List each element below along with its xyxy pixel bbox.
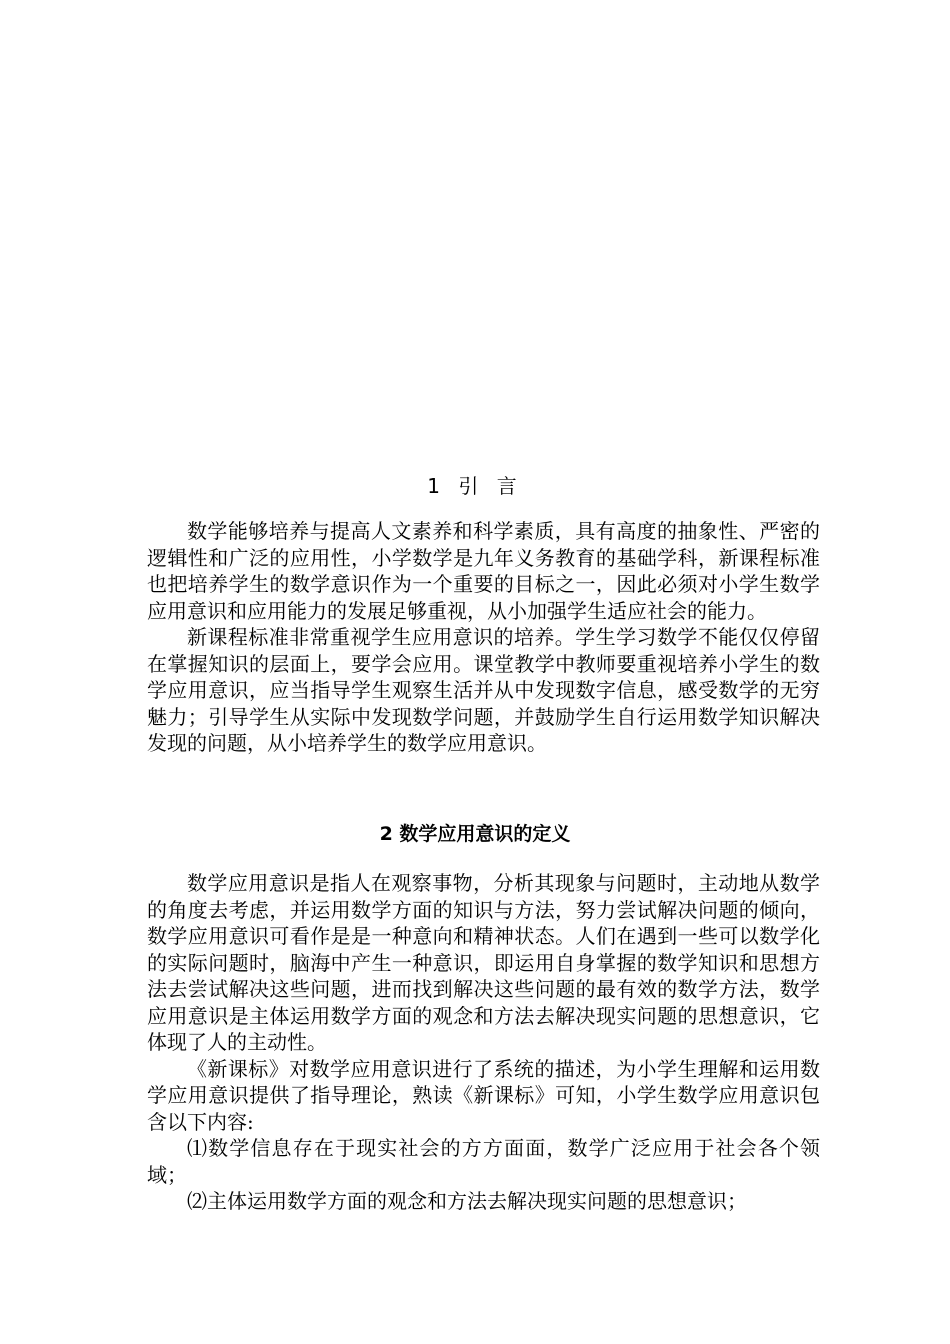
section-1-heading: 1 引 言: [427, 474, 523, 498]
section-1-body: [147, 518, 820, 757]
list-item: ⑵主体运用数学方面的观念和方法去解决现实问题的思想意识；: [187, 1189, 747, 1213]
section-2-heading: 2 数学应用意识的定义: [379, 823, 571, 845]
paragraph: 数学应用意识是指人在观察事物，分析其现象与问题时，主动地从数学的角度去考虑，并运用数学方面的知识与方法，努力尝试解决问题的倾向，数学应用意识可看作是是一种意向和精神状态。人们在遇到一些可以数学化的实际问题时，脑海中产生一种意识，即运用自身掌握的数学知识和思想方法去尝试解决这些问题，进而找到解决这些问题的最有效的数学方法，数学应用意识是主体运用数学方面的观念和方法去解决现实问题的思想意识，它体现了人的主动性。: [147, 871, 820, 1054]
paragraph: 《新课标》对数学应用意识进行了系统的描述，为小学生理解和运用数学应用意识提供了指导理论，熟读《新课标》可知，小学生数学应用意识包含以下内容:: [147, 1056, 820, 1134]
list-item: ⑴数学信息存在于现实社会的方方面面，数学广泛应用于社会各个领域；: [147, 1136, 820, 1187]
paragraph: 数学能够培养与提高人文素养和科学素质，具有高度的抽象性、严密的逻辑性和广泛的应用性，小学数学是九年义务教育的基础学科，新课程标准也把培养学生的数学意识作为一个重要的目标之一，因此必须对小学生数学应用意识和应用能力的发展足够重视，从小加强学生适应社会的能力。: [147, 519, 820, 623]
paragraph: 新课程标准非常重视学生应用意识的培养。学生学习数学不能仅仅停留在掌握知识的层面上，要学会应用。课堂教学中教师要重视培养小学生的数学应用意识，应当指导学生观察生活并从中发现数字信息，感受数学的无穷魅力；引导学生从实际中发现数学问题，并鼓励学生自行运用数学知识解决发现的问题，从小培养学生的数学应用意识。: [147, 625, 820, 755]
section-2-body: [147, 870, 820, 1215]
